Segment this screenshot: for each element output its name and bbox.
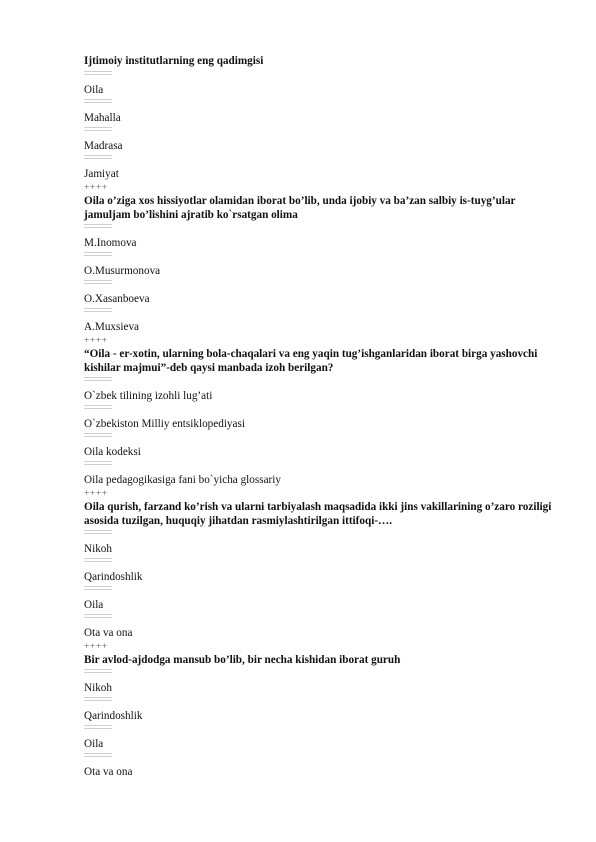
end-marker: ++++ <box>84 183 108 193</box>
separator <box>84 155 112 159</box>
answer-option: O`zbekiston Milliy entsiklopediyasi <box>84 418 245 430</box>
question-text: Bir avlod-ajdodga mansub bo’lib, bir necha kishidan iborat guruh <box>84 654 401 666</box>
answer-option: Madrasa <box>84 140 123 152</box>
question-block <box>84 194 554 347</box>
answer-option: O.Musurmonova <box>84 265 161 277</box>
answer-option: Qarindoshlik <box>84 571 143 583</box>
question-block <box>84 54 554 194</box>
question-text: “Oila - er-xotin, ularning bola-chaqalari va eng yaqin tug’ishganlaridan iborat birga yashovchi kishilar majmui”-deb qaysi manbada izoh berilgan? <box>84 348 538 374</box>
separator <box>84 725 112 729</box>
question-text: Oila qurish, farzand ko’rish va ularni tarbiyalash maqsadida ikki jins vakillarining o’zaro roziligi asosida tuzilgan, huquqiy jihatdan rasmiylashtirilgan ittifoqi-…. <box>84 501 552 527</box>
answer-option: Mahalla <box>84 112 121 124</box>
separator <box>84 224 112 228</box>
question-text: Ijtimoiy institutlarning eng qadimgisi <box>84 55 264 67</box>
separator <box>84 252 112 256</box>
separator <box>84 530 112 534</box>
separator <box>84 280 112 284</box>
answer-option: Jamiyat <box>84 168 119 180</box>
separator <box>84 586 112 590</box>
separator <box>84 558 112 562</box>
separator <box>84 405 112 409</box>
answer-option: Ota va ona <box>84 766 133 778</box>
separator <box>84 697 112 701</box>
answer-option: Oila <box>84 84 104 96</box>
separator <box>84 127 112 131</box>
separator <box>84 377 112 381</box>
answer-option: A.Muxsieva <box>84 321 139 333</box>
separator <box>84 753 112 757</box>
document-page <box>84 54 554 781</box>
end-marker: ++++ <box>84 642 108 652</box>
separator <box>84 669 112 673</box>
answer-option: Qarindoshlik <box>84 710 143 722</box>
answer-option: Nikoh <box>84 682 112 694</box>
separator <box>84 461 112 465</box>
answer-option: Ota va ona <box>84 627 133 639</box>
answer-option: O`zbek tilining izohli lug’ati <box>84 390 213 402</box>
answer-option: M.Inomova <box>84 237 137 249</box>
answer-option: Oila <box>84 599 104 611</box>
end-marker: ++++ <box>84 489 108 499</box>
question-block <box>84 653 554 779</box>
separator <box>84 308 112 312</box>
answer-option: Oila <box>84 738 104 750</box>
end-marker: ++++ <box>84 336 108 346</box>
question-block <box>84 500 554 653</box>
answer-option: Nikoh <box>84 543 112 555</box>
answer-option: Oila pedagogikasiga fani bo`yicha glossariy <box>84 474 281 486</box>
separator <box>84 614 112 618</box>
separator <box>84 433 112 437</box>
question-text: Oila o’ziga xos hissiyotlar olamidan iborat bo’lib, unda ijobiy va ba’zan salbiy is-tuyg’ular jamuljam bo’lishini ajratib ko`rsatgan olima <box>84 195 516 221</box>
separator <box>84 71 112 75</box>
question-block <box>84 347 554 500</box>
answer-option: Oila kodeksi <box>84 446 141 458</box>
separator <box>84 99 112 103</box>
answer-option: O.Xasanboeva <box>84 293 150 305</box>
